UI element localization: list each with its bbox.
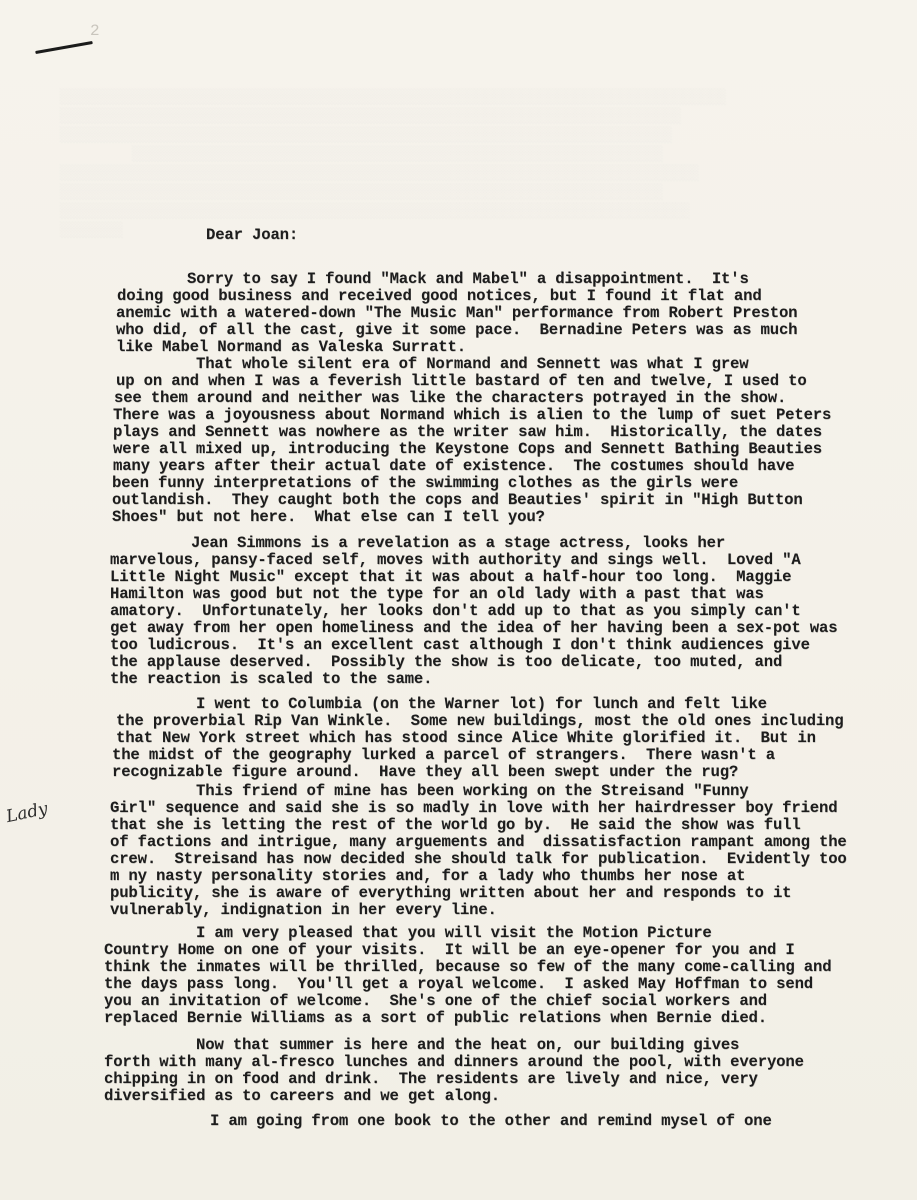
salutation: Dear Joan: <box>206 226 299 244</box>
text-line: chipping in on food and drink. The residents are lively and nice, very <box>104 1070 758 1088</box>
text-line: anemic with a watered-down "The Music Man" performance from Robert Preston <box>116 304 798 322</box>
text-line: that New York street which has stood since Alice White glorified it. But in <box>116 729 816 747</box>
text-line: too ludicrous. It's an excellent cast although I don't think audiences give <box>110 636 810 654</box>
text-line: who did, of all the cast, give it some pace. Bernadine Peters was as much <box>116 321 798 339</box>
text-line: I am very pleased that you will visit the Motion Picture <box>196 924 712 942</box>
text-line: the midst of the geography lurked a parcel of strangers. There wasn't a <box>112 746 775 764</box>
text-line: amatory. Unfortunately, her looks don't add up to that as you simply can't <box>110 602 801 620</box>
text-line: publicity, she is aware of everything written about her and responds to it <box>110 884 792 902</box>
text-line: were all mixed up, introducing the Keystone Cops and Sennett Bathing Beauties <box>113 440 822 458</box>
text-line: plays and Sennett was nowhere as the writer saw him. Historically, the dates <box>113 423 822 441</box>
text-line: many years after their actual date of existence. The costumes should have <box>113 457 795 475</box>
pen-dash-mark <box>35 41 93 54</box>
reverse-side-bleed-through: ░░░░░░░░░░░░░░░░░░░░░░░░░░░░░░░░░░░░░░░░░░░░░░░░░░░░░░░░░░░░░░░░░░░░░░░░░░ ░░░░░░░░░░░░░░░░░░░░░░░░░░░░░░░░░░░░░░░░░░░░░░░░░░░░░░░░░░░░░░░░░░░░░ ░░░░░░░░░░░░░░░░░░░░░░░░░░░░░░░░░░░░░░░░░░░░░░░░░░░░░░░░░░░░░░░░░░░░ ░░░░░░░░░░░░░░░░░░░░░░░░░░░░░░░░░░░░░░░░░░░░░░░░░░░░░░░░░░░ ░░░░░░░░░░░░░░░░░░░░░░░░░░░░░░░░░░░░░░░░░░░░░░░░░░░░░░░░░░░░░░░░░░░░░░░ ░░░░░░░░░░░░░░░░░░░░░░░░░░░░░░░░░░░░░░░░░░░░░░░░░░░░░░░░░░░░░░░░░░░ ░░░░░░░░░░░░░░░░░░░░░░░░░░░░░░░░░░░░░░░░░░░░░░░░░░░░░░░░░░░░░░░░░░░░░░ ░░░░░░░ <box>60 89 727 239</box>
text-line: the applause deserved. Possibly the show is too delicate, too muted, and <box>110 653 783 671</box>
text-line: get away from her open homeliness and the idea of her having been a sex-pot was <box>110 619 838 637</box>
text-line: Girl" sequence and said she is so madly in love with her hairdresser boy friend <box>110 799 838 817</box>
page-number: 2 <box>90 22 100 40</box>
text-line: like Mabel Normand as Valeska Surratt. <box>116 338 466 356</box>
text-line: This friend of mine has been working on the Streisand "Funny <box>196 782 749 800</box>
text-line: forth with many al-fresco lunches and dinners around the pool, with everyone <box>104 1053 804 1071</box>
text-line: I went to Columbia (on the Warner lot) for lunch and felt like <box>196 695 767 713</box>
text-line: that she is letting the rest of the world go by. He said the show was full <box>110 816 801 834</box>
text-line: Hamilton was good but not the type for an old lady with a past that was <box>110 585 764 603</box>
text-line: you an invitation of welcome. She's one of the chief social workers and <box>104 992 767 1010</box>
text-line: diversified as to careers and we get along. <box>104 1087 500 1105</box>
text-line: There was a joyousness about Normand which is alien to the lump of suet Peters <box>113 406 832 424</box>
text-line: I am going from one book to the other and remind mysel of one <box>210 1112 772 1130</box>
text-line: replaced Bernie Williams as a sort of public relations when Bernie died. <box>104 1009 767 1027</box>
text-line: That whole silent era of Normand and Sennett was what I grew <box>196 355 749 373</box>
handwritten-annotation: Lady <box>4 798 50 828</box>
text-line: of factions and intrigue, many arguements and dissatisfaction rampant among the <box>110 833 847 851</box>
text-line: Sorry to say I found "Mack and Mabel" a disappointment. It's <box>187 270 749 288</box>
text-line: Shoes" but not here. What else can I tell you? <box>112 508 545 526</box>
text-line: Little Night Music" except that it was about a half-hour too long. Maggie <box>110 568 792 586</box>
text-line: been funny interpretations of the swimming clothes as the girls were <box>112 474 739 492</box>
text-line: marvelous, pansy-faced self, moves with authority and sings well. Loved "A <box>110 551 801 569</box>
text-line: crew. Streisand has now decided she should talk for publication. Evidently too <box>110 850 847 868</box>
text-line: the proverbial Rip Van Winkle. Some new buildings, most the old ones including <box>116 712 844 730</box>
text-line: see them around and neither was like the characters potrayed in the show. <box>114 389 787 407</box>
text-line: outlandish. They caught both the cops and Beauties' spirit in "High Button <box>112 491 803 509</box>
text-line: think the inmates will be thrilled, because so few of the many come-calling and <box>104 958 832 976</box>
text-line: up on and when I was a feverish little bastard of ten and twelve, I used to <box>116 372 807 390</box>
text-line: vulnerably, indignation in her every line. <box>110 901 497 919</box>
text-line: m ny nasty personality stories and, for a lady who thumbs her nose at <box>110 867 746 885</box>
text-line: the days pass long. You'll get a royal welcome. I asked May Hoffman to send <box>104 975 813 993</box>
text-line: Jean Simmons is a revelation as a stage actress, looks her <box>191 534 726 552</box>
text-line: Now that summer is here and the heat on, our building gives <box>196 1036 740 1054</box>
text-line: the reaction is scaled to the same. <box>110 670 433 688</box>
text-line: recognizable figure around. Have they all been swept under the rug? <box>112 763 739 781</box>
text-line: doing good business and received good notices, but I found it flat and <box>117 287 762 305</box>
text-line: Country Home on one of your visits. It will be an eye-opener for you and I <box>104 941 795 959</box>
